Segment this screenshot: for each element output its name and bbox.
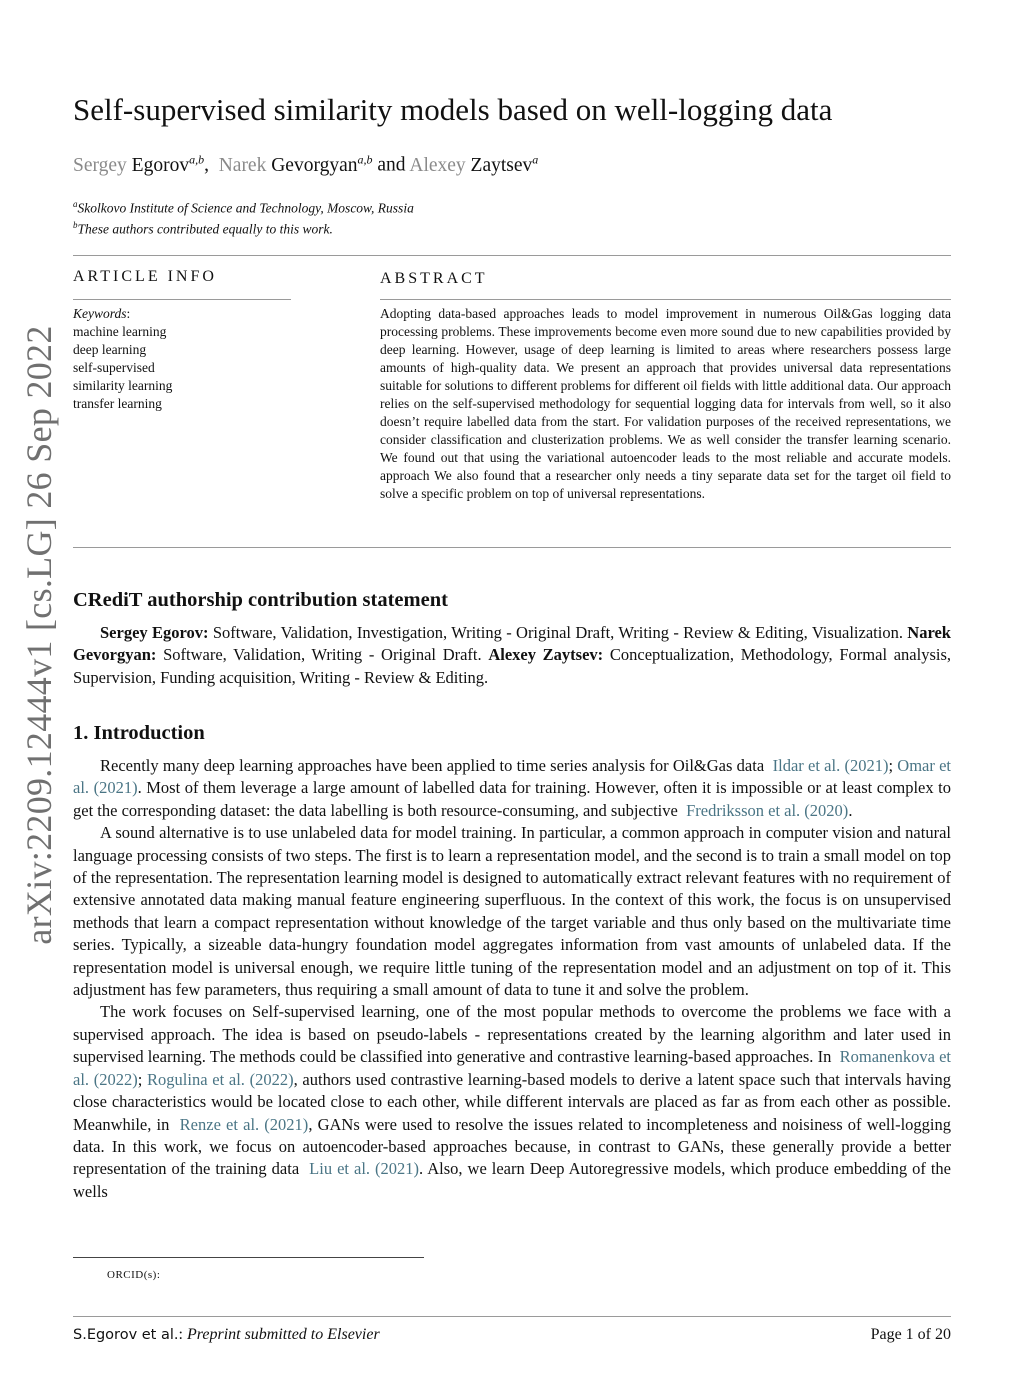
introduction-heading: 1. Introduction: [73, 722, 205, 744]
citation-link[interactable]: Omar et al. (2021): [73, 756, 952, 798]
affiliation-a: $^a$Skolkovo Institute of Science and Technology, Moscow, Russia: [73, 199, 414, 216]
keywords-block: Keywords: machine learning deep learning self-supervised similarity learning transfer learning: [73, 306, 173, 411]
keyword: deep learning: [73, 342, 147, 357]
citation-link[interactable]: Rogulina et al. (2022): [147, 1069, 294, 1089]
arxiv-side-stamp: [8, 305, 70, 965]
article-info-heading: ARTICLE INFO: [73, 268, 217, 285]
introduction-body: [73, 755, 951, 1203]
article-info-divider: [73, 299, 291, 300]
credit-author-name: Narek Gevorgyan:: [73, 623, 951, 665]
citation-link[interactable]: Romanenkova et al. (2022): [73, 1047, 952, 1089]
author-list: Sergey Egorov$^{a,b}$, Narek Gevorgyan$^{a,b}$ and Alexey Zaytsev$^a$: [73, 152, 539, 176]
author-1[interactable]: Sergey Egorov$^{a,b}$: [73, 152, 205, 176]
credit-heading: CRediT authorship contribution statement: [73, 589, 448, 611]
footer-divider: [73, 1316, 951, 1317]
intro-paragraph-3: The work focuses on Self-supervised learning, one of the most popular methods to overcome the problems we face with a supervised approach. The idea is based on pseudo-labels - representations created by the learning algorithm and later used in supervised learning. The methods could be classified into generative and contrastive learning-based approaches. In Romanenkova et al. (2022); Rogulina et al. (2022), authors used contrastive learning-based models to derive a latent space such that intervals having close characteristics would be located close to each other, while different intervals are placed as far as from each other as possible. Meanwhile, in Renze et al. (2021), GANs were used to resolve the issues related to incompleteness and noisiness of well-logging data. In this work, we focus on autoencoder-based approaches because, in contrast to GANs, these generally provide a better representation of the training data Liu et al. (2021). Also, we learn Deep Autoregressive models, which produce embedding of the wells: [73, 1002, 952, 1201]
keywords-label: Keywords: [73, 306, 127, 321]
keyword: transfer learning: [73, 396, 162, 411]
paper-title: Self-supervised similarity models based on well-logging data: [73, 92, 833, 127]
page-number: Page 1 of 20: [870, 1326, 951, 1343]
credit-author-name: Sergey Egorov:: [100, 623, 209, 642]
abstract-text: Adopting data-based approaches leads to model improvement in numerous Oil&Gas logging data processing problems. These improvements become even more sound due to new capabilities provided by deep learning. However, usage of deep learning is limited to areas where researchers possess large amounts of high-quality data. We present an approach that provides universal data representations suitable for solutions to different problems for different oil fields with little additional data. Our approach relies on the self-supervised methodology for sequential logging data for intervals from well, so it also doesn’t require labelled data from the start. For validation purposes of the received representations, we consider classification and clusterization problems. We as well consider the transfer learning scenario. We found out that using the variational autoencoder leads to the most reliable and accurate models. approach We also found that a researcher only needs a tiny separate data set for the target oil field to solve a specific problem on top of universal representations.: [380, 306, 951, 501]
citation-link[interactable]: Liu et al. (2021): [309, 1159, 420, 1179]
author-3[interactable]: Alexey Zaytsev$^a$: [409, 152, 539, 176]
author-2[interactable]: Narek Gevorgyan$^{a,b}$: [218, 152, 373, 176]
keyword: machine learning: [73, 324, 167, 339]
citation-link[interactable]: Ildar et al. (2021): [772, 756, 889, 775]
abstract-bottom-divider: [73, 547, 951, 548]
abstract-divider: [380, 299, 951, 300]
citation-link[interactable]: Renze et al. (2021): [179, 1114, 309, 1134]
keyword: self-supervised: [73, 360, 155, 375]
keyword: similarity learning: [73, 378, 173, 393]
abstract-heading: ABSTRACT: [380, 270, 488, 287]
credit-author-name: Alexey Zaytsev:: [488, 645, 604, 665]
footer-journal: Preprint submitted to Elsevier: [186, 1326, 380, 1343]
arxiv-identifier: arXiv:2209.12444v1 [cs.LG] 26 Sep 2022: [19, 325, 59, 945]
footnote-divider: [73, 1257, 424, 1258]
footer-citation: S.Egorov et al.: Preprint submitted to Elsevier: [73, 1326, 380, 1343]
credit-statement: Sergey Egorov: Software, Validation, Investigation, Writing - Original Draft, Writing - Review & Editing, Visualization. Narek Gevorgyan: Software, Validation, Writing - Original Draft. Alexey Zaytsev: Conceptualization, Methodology, Formal analysis, Supervision, Funding acquisition, Writing - Review & Editing.: [73, 623, 951, 687]
intro-paragraph-2: A sound alternative is to use unlabeled data for model training. In particular, a common approach in computer vision and natural language processing consists of two steps. The first is to learn a representation model, and the second is to train a small model on top of the representation. The representation learning model is designed to automatically extract relevant features with no requirement of extensive annotated data making manual feature engineering superfluous. In the context of this work, the focus is on unsupervised methods that learn a compact representation without knowledge of the target variable and thus only based on the multivariate time series. Typically, a sizeable data-hungry foundation model aggregates information from vast amounts of unlabeled data. If the representation model is universal enough, we require little tuning of the representation model and an adjustment on top of it. This adjustment has few parameters, thus requiring a small amount of data to tune it and solve the problem.: [73, 823, 951, 1000]
footer-author: S.Egorov et al.: [73, 1327, 179, 1343]
header-divider: [73, 255, 951, 256]
orcid-footnote: ORCID(s):: [107, 1269, 161, 1281]
intro-paragraph-1: Recently many deep learning approaches have been applied to time series analysis for Oil&Gas data Ildar et al. (2021); Omar et al. (2021). Most of them leverage a large amount of labelled data for training. However, often it is impossible or at least complex to get the corresponding dataset: the data labelling is both resource-consuming, and subjective Fredriksson et al. (2020).: [73, 756, 952, 820]
citation-link[interactable]: Fredriksson et al. (2020): [686, 800, 849, 820]
affiliation-b: $^b$These authors contributed equally to this work.: [73, 220, 333, 237]
